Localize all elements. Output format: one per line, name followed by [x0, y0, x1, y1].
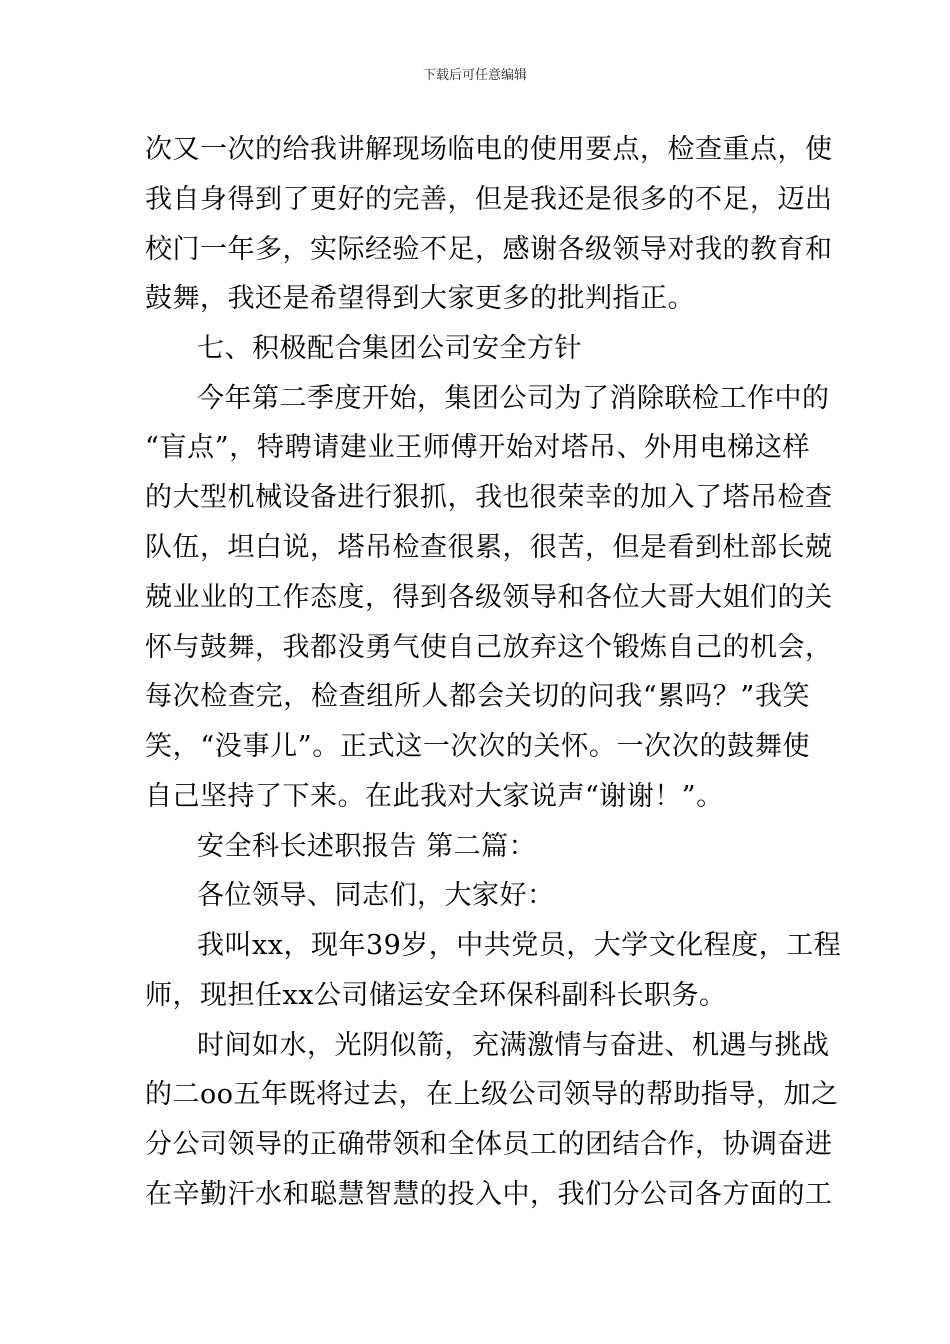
- paragraph-line: 分公司领导的正确带领和全体员工的团结合作，协调奋进: [145, 1129, 833, 1160]
- paragraph-line: 的二oo五年既将过去，在上级公司领导的帮助指导，加之: [145, 1079, 839, 1110]
- paragraph-line: 校门一年多，实际经验不足，感谢各级领导对我的教育和: [145, 234, 833, 265]
- paragraph-line: 怀与鼓舞，我都没勇气使自己放弃这个锻炼自己的机会，: [145, 632, 833, 663]
- paragraph-line: 师，现担任xx公司储运安全环保科副科长职务。: [145, 980, 727, 1011]
- paragraph-line: 自己坚持了下来。在此我对大家说声“谢谢！”。: [145, 781, 724, 812]
- paragraph-line: 我自身得到了更好的完善，但是我还是很多的不足，迈出: [145, 184, 833, 215]
- paragraph-line: 次又一次的给我讲解现场临电的使用要点，检查重点，使: [145, 134, 833, 165]
- paragraph-line: 我叫xx，现年39岁，中共党员，大学文化程度，工程: [197, 930, 842, 961]
- paragraph-line: 笑，“没事儿”。正式这一次次的关怀。一次次的鼓舞使: [145, 731, 810, 762]
- paragraph-line: “盲点”，特聘请建业王师傅开始对塔吊、外用电梯这样: [145, 432, 810, 463]
- paragraph-line: 兢业业的工作态度，得到各级领导和各位大哥大姐们的关: [145, 582, 833, 613]
- paragraph-line: 在辛勤汗水和聪慧智慧的投入中，我们分公司各方面的工: [145, 1179, 833, 1210]
- paragraph-line: 时间如水，光阴似箭，充满激情与奋进、机遇与挑战: [197, 1030, 830, 1061]
- paragraph-line: 今年第二季度开始，集团公司为了消除联检工作中的: [197, 383, 830, 414]
- section-title: 安全科长述职报告 第二篇：: [197, 831, 537, 862]
- page-header: 下载后可任意编辑: [422, 68, 527, 83]
- paragraph-line: 的大型机械设备进行狠抓，我也很荣幸的加入了塔吊检查: [145, 482, 833, 513]
- salutation: 各位领导、同志们，大家好：: [197, 880, 555, 911]
- paragraph-line: 每次检查完，检查组所人都会关切的问我“累吗？”我笑: [145, 681, 810, 712]
- paragraph-line: 鼓舞，我还是希望得到大家更多的批判指正。: [145, 283, 695, 314]
- paragraph-line: 队伍，坦白说，塔吊检查很累，很苦，但是看到杜部长兢: [145, 532, 833, 563]
- section-heading: 七、积极配合集团公司安全方针: [197, 333, 582, 364]
